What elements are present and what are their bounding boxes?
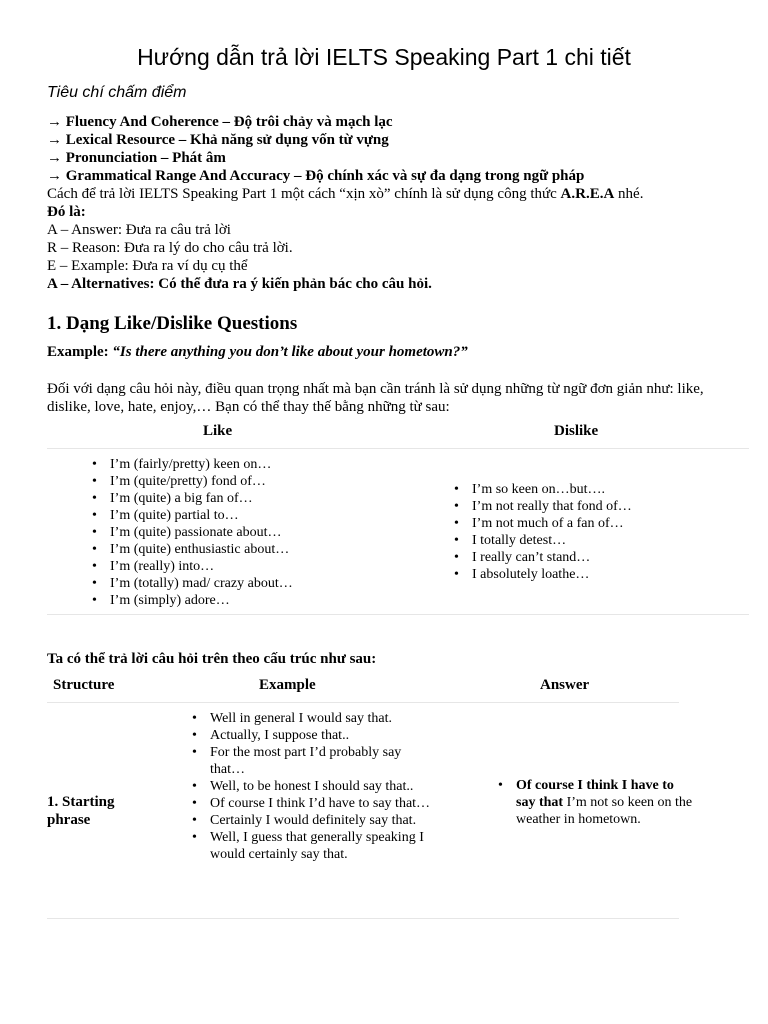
answer-text: I’m not so keen on the weather in hometown. [516,795,693,827]
criterion-pronunciation: → Pronunciation – Phát âm [47,150,226,166]
table-divider [47,448,749,449]
list-item: • Of course I think I’d have to say that… [188,795,438,812]
criteria-block [47,113,737,293]
dislike-column-header: Dislike [554,423,599,439]
starting-phrase-examples [188,710,438,863]
like-column-header: Like [203,423,233,439]
answer-column-header: Answer [540,677,590,693]
list-item [494,777,694,828]
list-item: • I’m (quite) a big fan of… [88,490,293,507]
criterion-grammar: → Grammatical Range And Accuracy – Độ chính xác và sự đa dạng trong ngữ pháp [47,168,585,184]
list-item: • I’m (totally) mad/ crazy about… [88,575,293,592]
list-item: • For the most part I’d probably say that… [188,744,438,778]
area-acronym: A.R.E.A [560,186,615,202]
page-title: Hướng dẫn trả lời IELTS Speaking Part 1 chi tiết [137,44,631,70]
example-column-header: Example [259,677,316,693]
table-divider [47,614,749,615]
scoring-criteria-heading: Tiêu chí chấm điểm [47,84,187,101]
structure-intro: Ta có thể trả lời câu hỏi trên theo cấu trúc như sau: [47,651,377,667]
area-answer: A – Answer: Đưa ra câu trả lời [47,222,231,238]
list-item: • Well in general I would say that. [188,710,438,727]
section-heading-like-dislike: 1. Dạng Like/Dislike Questions [47,313,298,334]
example-line [47,344,468,361]
answer-cell [494,777,694,828]
example-label: Example: [47,344,109,360]
area-intro [47,185,737,203]
area-label: Đó là: [47,204,86,220]
area-intro-text: Cách để trả lời IELTS Speaking Part 1 một cách “xịn xò” chính là sử dụng công thức [47,186,561,202]
list-item: • I’m (quite) passionate about… [88,524,293,541]
list-item: • Certainly I would definitely say that. [188,812,438,829]
area-intro-suffix: nhé. [614,186,644,202]
list-item: • I really can’t stand… [450,549,632,566]
list-item: • I totally detest… [450,532,632,549]
list-item: • I’m (quite) partial to… [88,507,293,524]
area-example: E – Example: Đưa ra ví dụ cụ thể [47,258,248,274]
criterion-fluency: → Fluency And Coherence – Độ trôi chảy và mạch lạc [47,114,393,130]
list-item: • I’m not much of a fan of… [450,515,632,532]
list-item: • I’m not really that fond of… [450,498,632,515]
list-item: • I’m (quite) enthusiastic about… [88,541,293,558]
list-item: • Well, I guess that generally speaking I would certainly say that. [188,829,438,863]
criterion-lexical: → Lexical Resource – Khả năng sử dụng vốn từ vựng [47,132,389,148]
list-item: • Actually, I suppose that.. [188,727,438,744]
list-item: • I absolutely loathe… [450,566,632,583]
list-item: • I’m (simply) adore… [88,592,293,609]
table-divider [47,702,679,703]
structure-cell: 1. Starting phrase [47,794,115,828]
dislike-phrase-list [450,481,632,583]
list-item: • I’m (quite/pretty) fond of… [88,473,293,490]
structure-column-header: Structure [53,677,115,693]
like-phrase-list [88,456,293,609]
area-alternatives: A – Alternatives: Có thể đưa ra ý kiến phản bác cho câu hỏi. [47,276,432,292]
area-reason: R – Reason: Đưa ra lý do cho câu trả lời. [47,240,293,256]
list-item: • Well, to be honest I should say that.. [188,778,438,795]
answer-bold-text: Of course I think I have to say that [516,778,674,810]
intro-paragraph: Đối với dạng câu hỏi này, điều quan trọng nhất mà bạn cần tránh là sử dụng những từ ngữ đơn giản như: like, dislike, love, hate, enjoy,… Bạn có thể thay thế bằng những từ sau: [47,381,704,415]
example-question: “Is there anything you don’t like about your hometown?” [112,344,468,360]
table-divider [47,918,679,919]
list-item: • I’m (fairly/pretty) keen on… [88,456,293,473]
list-item: • I’m (really) into… [88,558,293,575]
list-item: • I’m so keen on…but…. [450,481,632,498]
